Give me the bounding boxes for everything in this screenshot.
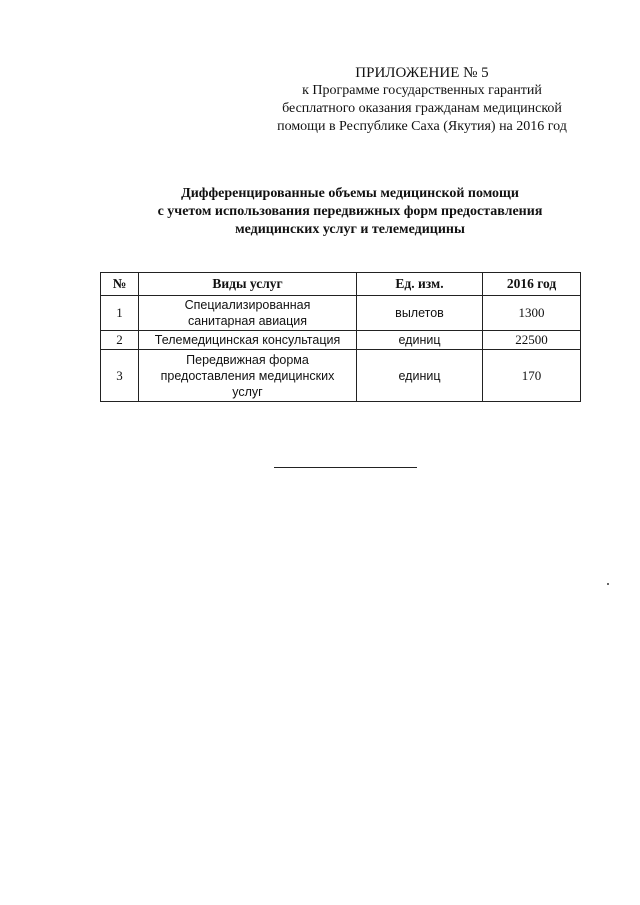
document-title <box>0 185 640 239</box>
cell-value: 170 <box>483 350 581 402</box>
services-table <box>100 272 581 402</box>
service-line: Передвижная форма <box>186 352 309 367</box>
cell-unit: единиц <box>357 350 483 402</box>
header-unit: Ед. изм. <box>357 273 483 296</box>
table-row <box>101 296 581 331</box>
cell-unit: единиц <box>357 331 483 350</box>
cell-service <box>139 296 357 331</box>
appendix-line: помощи в Республике Саха (Якутия) на 2016 год <box>277 119 567 134</box>
document-title-line: медицинских услуг и телемедицины <box>235 222 465 237</box>
service-line: Телемедицинская консультация <box>154 333 341 347</box>
appendix-line: бесплатного оказания гражданам медицинской <box>282 101 562 116</box>
table-row <box>101 331 581 350</box>
scan-speck <box>607 583 609 585</box>
end-divider <box>274 467 417 468</box>
cell-unit: вылетов <box>357 296 483 331</box>
table-row <box>101 350 581 402</box>
service-line: санитарная авиация <box>187 314 308 328</box>
service-line: Специализированная <box>184 298 311 312</box>
appendix-line: к Программе государственных гарантий <box>302 83 542 98</box>
cell-value: 1300 <box>483 296 581 331</box>
service-line: предоставления медицинских <box>160 368 335 383</box>
cell-number: 1 <box>101 296 139 331</box>
cell-number: 3 <box>101 350 139 402</box>
header-service: Виды услуг <box>139 273 357 296</box>
document-title-line: Дифференцированные объемы медицинской помощи <box>181 186 519 201</box>
table-header-row <box>101 273 581 296</box>
cell-number: 2 <box>101 331 139 350</box>
service-line: услуг <box>232 384 263 399</box>
header-year: 2016 год <box>483 273 581 296</box>
appendix-header <box>252 64 592 136</box>
appendix-title: ПРИЛОЖЕНИЕ № 5 <box>355 65 489 81</box>
cell-value: 22500 <box>483 331 581 350</box>
cell-service <box>139 350 357 402</box>
cell-service <box>139 331 357 350</box>
document-title-line: с учетом использования передвижных форм предоставления <box>157 204 543 219</box>
header-number: № <box>101 273 139 296</box>
